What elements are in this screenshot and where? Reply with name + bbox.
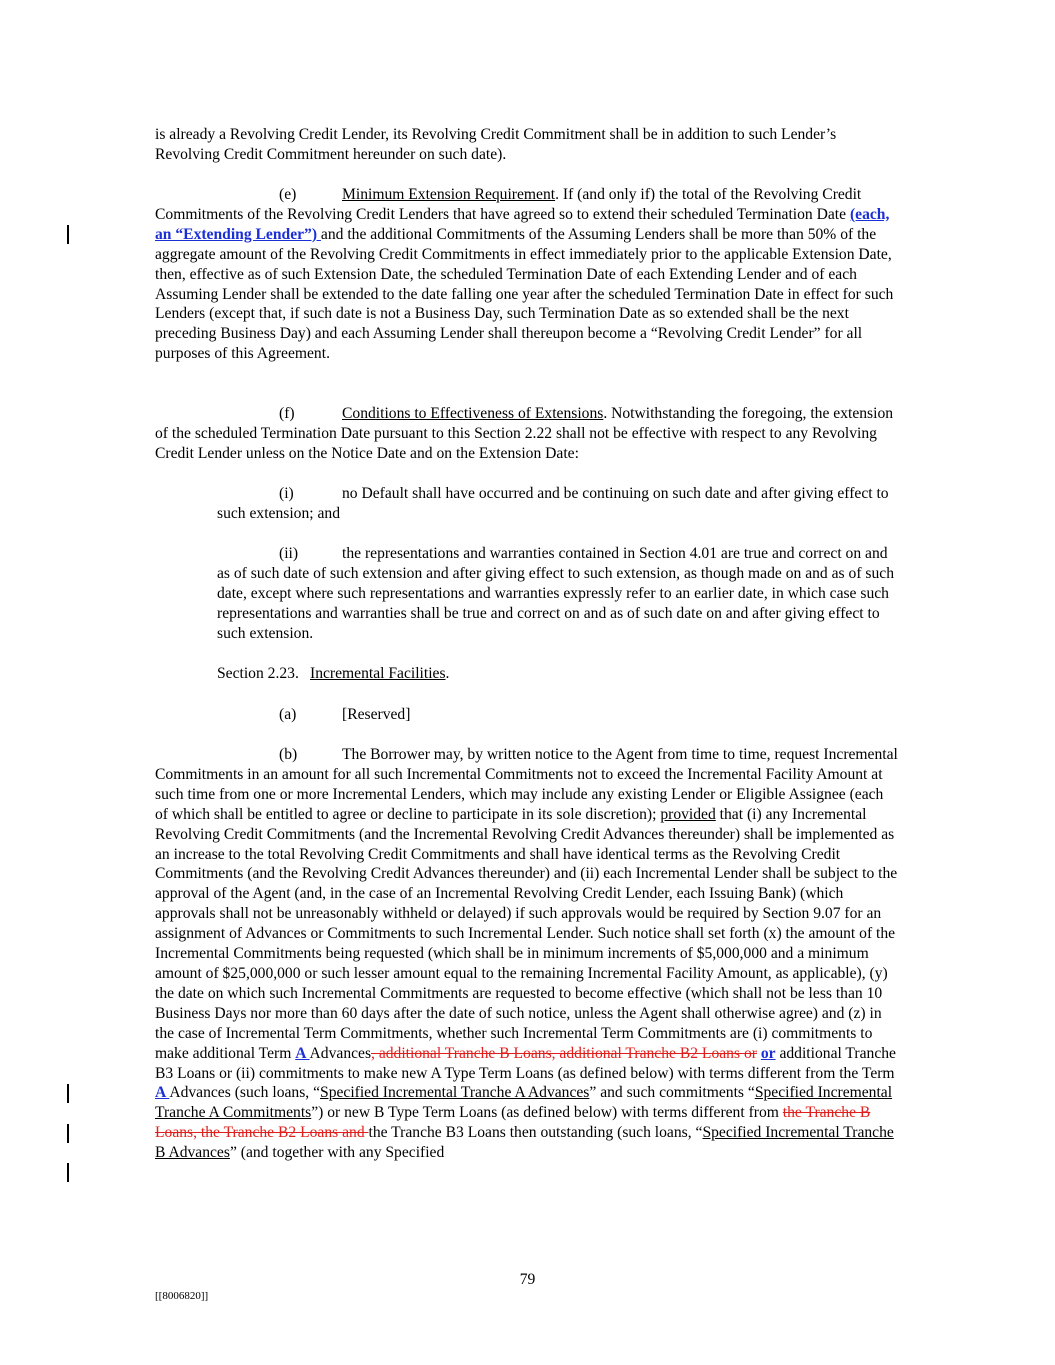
change-bar <box>67 225 69 244</box>
deleted-text: the Tranche B Loans, the Tranche B2 Loans and <box>155 1104 871 1142</box>
defined-term: Specified Incremental Tranche B Advances <box>155 1124 894 1162</box>
paragraph-e: (e) Minimum Extension Requirement. If (and only if) the total of the Revolving Credit Commitments of the Revolving Credit Lenders that have agreed so to extend their scheduled Termination Date (each, an “Extending Lender”) and the additional Commitments of the Assuming Lenders shall be more than 50% of the aggregate amount of the Revolving Credit Commitments in effect immediately prior to the applicable Extension Date, then, effective as of such Extension Date, the scheduled Termination Date of each Extending Lender and of each Assuming Lender shall be extended to the date falling one year after the scheduled Termination Date in effect for such Lenders (except that, if such date is not a Business Day, such Termination Date as so extended shall be the next preceding Business Day) and each Assuming Lender shall thereupon become a “Revolving Credit Lender” for all purposes of this Agreement. <box>155 186 894 363</box>
deleted-text: , additional Tranche B Loans, additional Tranche B2 Loans or <box>371 1044 757 1062</box>
provided-term: provided <box>660 805 716 823</box>
paragraph-ii-number: (ii) <box>279 545 299 562</box>
section-title: Incremental Facilities <box>310 665 446 682</box>
paragraph-f: (f) Conditions to Effectiveness of Extensions. Notwithstanding the foregoing, the extension of the scheduled Termination Date pursuant to this Section 2.22 shall not be effective with respect to any Revolving Credit Lender unless on the Notice Date and on the Extension Date: <box>155 405 894 462</box>
defined-term: Specified Incremental Tranche A Commitments <box>155 1084 893 1122</box>
paragraph-a-number: (a) <box>279 706 297 723</box>
paragraph-b-number: (b) <box>279 746 298 763</box>
inserted-text: (each, an “Extending Lender”) <box>155 205 890 243</box>
paragraph-e-number: (e) <box>279 186 297 203</box>
inserted-text: or <box>760 1044 776 1062</box>
section-heading: Section 2.23. Incremental Facilities. <box>217 665 450 682</box>
change-bar <box>67 1084 69 1103</box>
paragraph-f-number: (f) <box>279 405 295 422</box>
page-number: 79 <box>519 1271 536 1288</box>
defined-term: Specified Incremental Tranche A Advances <box>320 1084 590 1102</box>
change-bar <box>67 1163 69 1182</box>
section-number: Section 2.23. <box>217 665 299 682</box>
paragraph-ii: (ii) the representations and warranties contained in Section 4.01 are true and correct on and as of such date of such extension and after giving effect to such extension, as though made on and as of such date, except where such representations and warranties expressly refer to an earlier date, in which case such representations and warranties shall be true and correct on and as of such date on and after giving effect to such extension. <box>217 545 894 642</box>
paragraph-intro-continuation: is already a Revolving Credit Lender, its Revolving Credit Commitment shall be in addition to such Lender’s Revolving Credit Commitment hereunder on such date). <box>155 126 837 163</box>
paragraph-f-heading: Conditions to Effectiveness of Extensions <box>342 405 604 422</box>
paragraph-a: (a) [Reserved] <box>279 706 411 723</box>
paragraph-i: (i) no Default shall have occurred and be continuing on such date and after giving effect to such extension; and <box>217 485 889 522</box>
paragraph-b: (b) The Borrower may, by written notice to the Agent from time to time, request Incremental Commitments in an amount for all such Incremental Commitments not to exceed the Incremental Facility Amount at such time from one or more Incremental Lenders, which may include any existing Lender or Eligible Assignee (each of which shall be entitled to agree or decline to participate in its sole discretion); provided that (i) any Incremental Revolving Credit Commitments (and the Incremental Revolving Credit Advances thereunder) shall be implemented as an increase to the total Revolving Credit Commitments and shall have identical terms as the Revolving Credit Commitments (and the Revolving Credit Advances thereunder) and (ii) each Incremental Lender shall be subject to the approval of the Agent (and, in the case of an Incremental Revolving Credit Lender, each Issuing Bank) (which approvals shall not be unreasonably withheld or delayed) if such approvals would be required by Section 9.07 for an assignment of Advances or Commitments to such Incremental Lender. Such notice shall set forth (x) the amount of the Incremental Commitments being requested (which shall be in minimum increments of $5,000,000 and a minimum amount of $25,000,000 or such lesser amount equal to the remaining Incremental Facility Amount, as applicable), (y) the date on which such Incremental Commitments are requested to become effective (which shall not be less than 10 Business Days nor more than 60 days after the date of such notice, unless the Agent shall otherwise agree) and (z) in the case of Incremental Term Commitments, whether such Incremental Term Commitments are (i) commitments to make additional Term A Advances, additional Tranche B Loans, additional Tranche B2 Loans or or additional Tranche B3 Loans or (ii) commitments to make new A Type Term Loans (as defined below) with terms different from the Term A Advances (such loans, “Specified Incremental Tranche A Advances” and such commitments “Specified Incremental Tranche A Commitments”) or new B Type Term Loans (as defined below) with terms different from the Tranche B Loans, the Tranche B2 Loans and the Tranche B3 Loans then outstanding (such loans, “Specified Incremental Tranche B Advances” (and together with any Specified <box>155 746 898 1162</box>
inserted-text: A <box>155 1084 170 1102</box>
document-id: [[8006820]] <box>155 1290 209 1302</box>
paragraph-i-number: (i) <box>279 485 294 502</box>
paragraph-e-heading: Minimum Extension Requirement <box>342 186 556 203</box>
inserted-text: A <box>295 1044 310 1062</box>
change-bar <box>67 1124 69 1143</box>
